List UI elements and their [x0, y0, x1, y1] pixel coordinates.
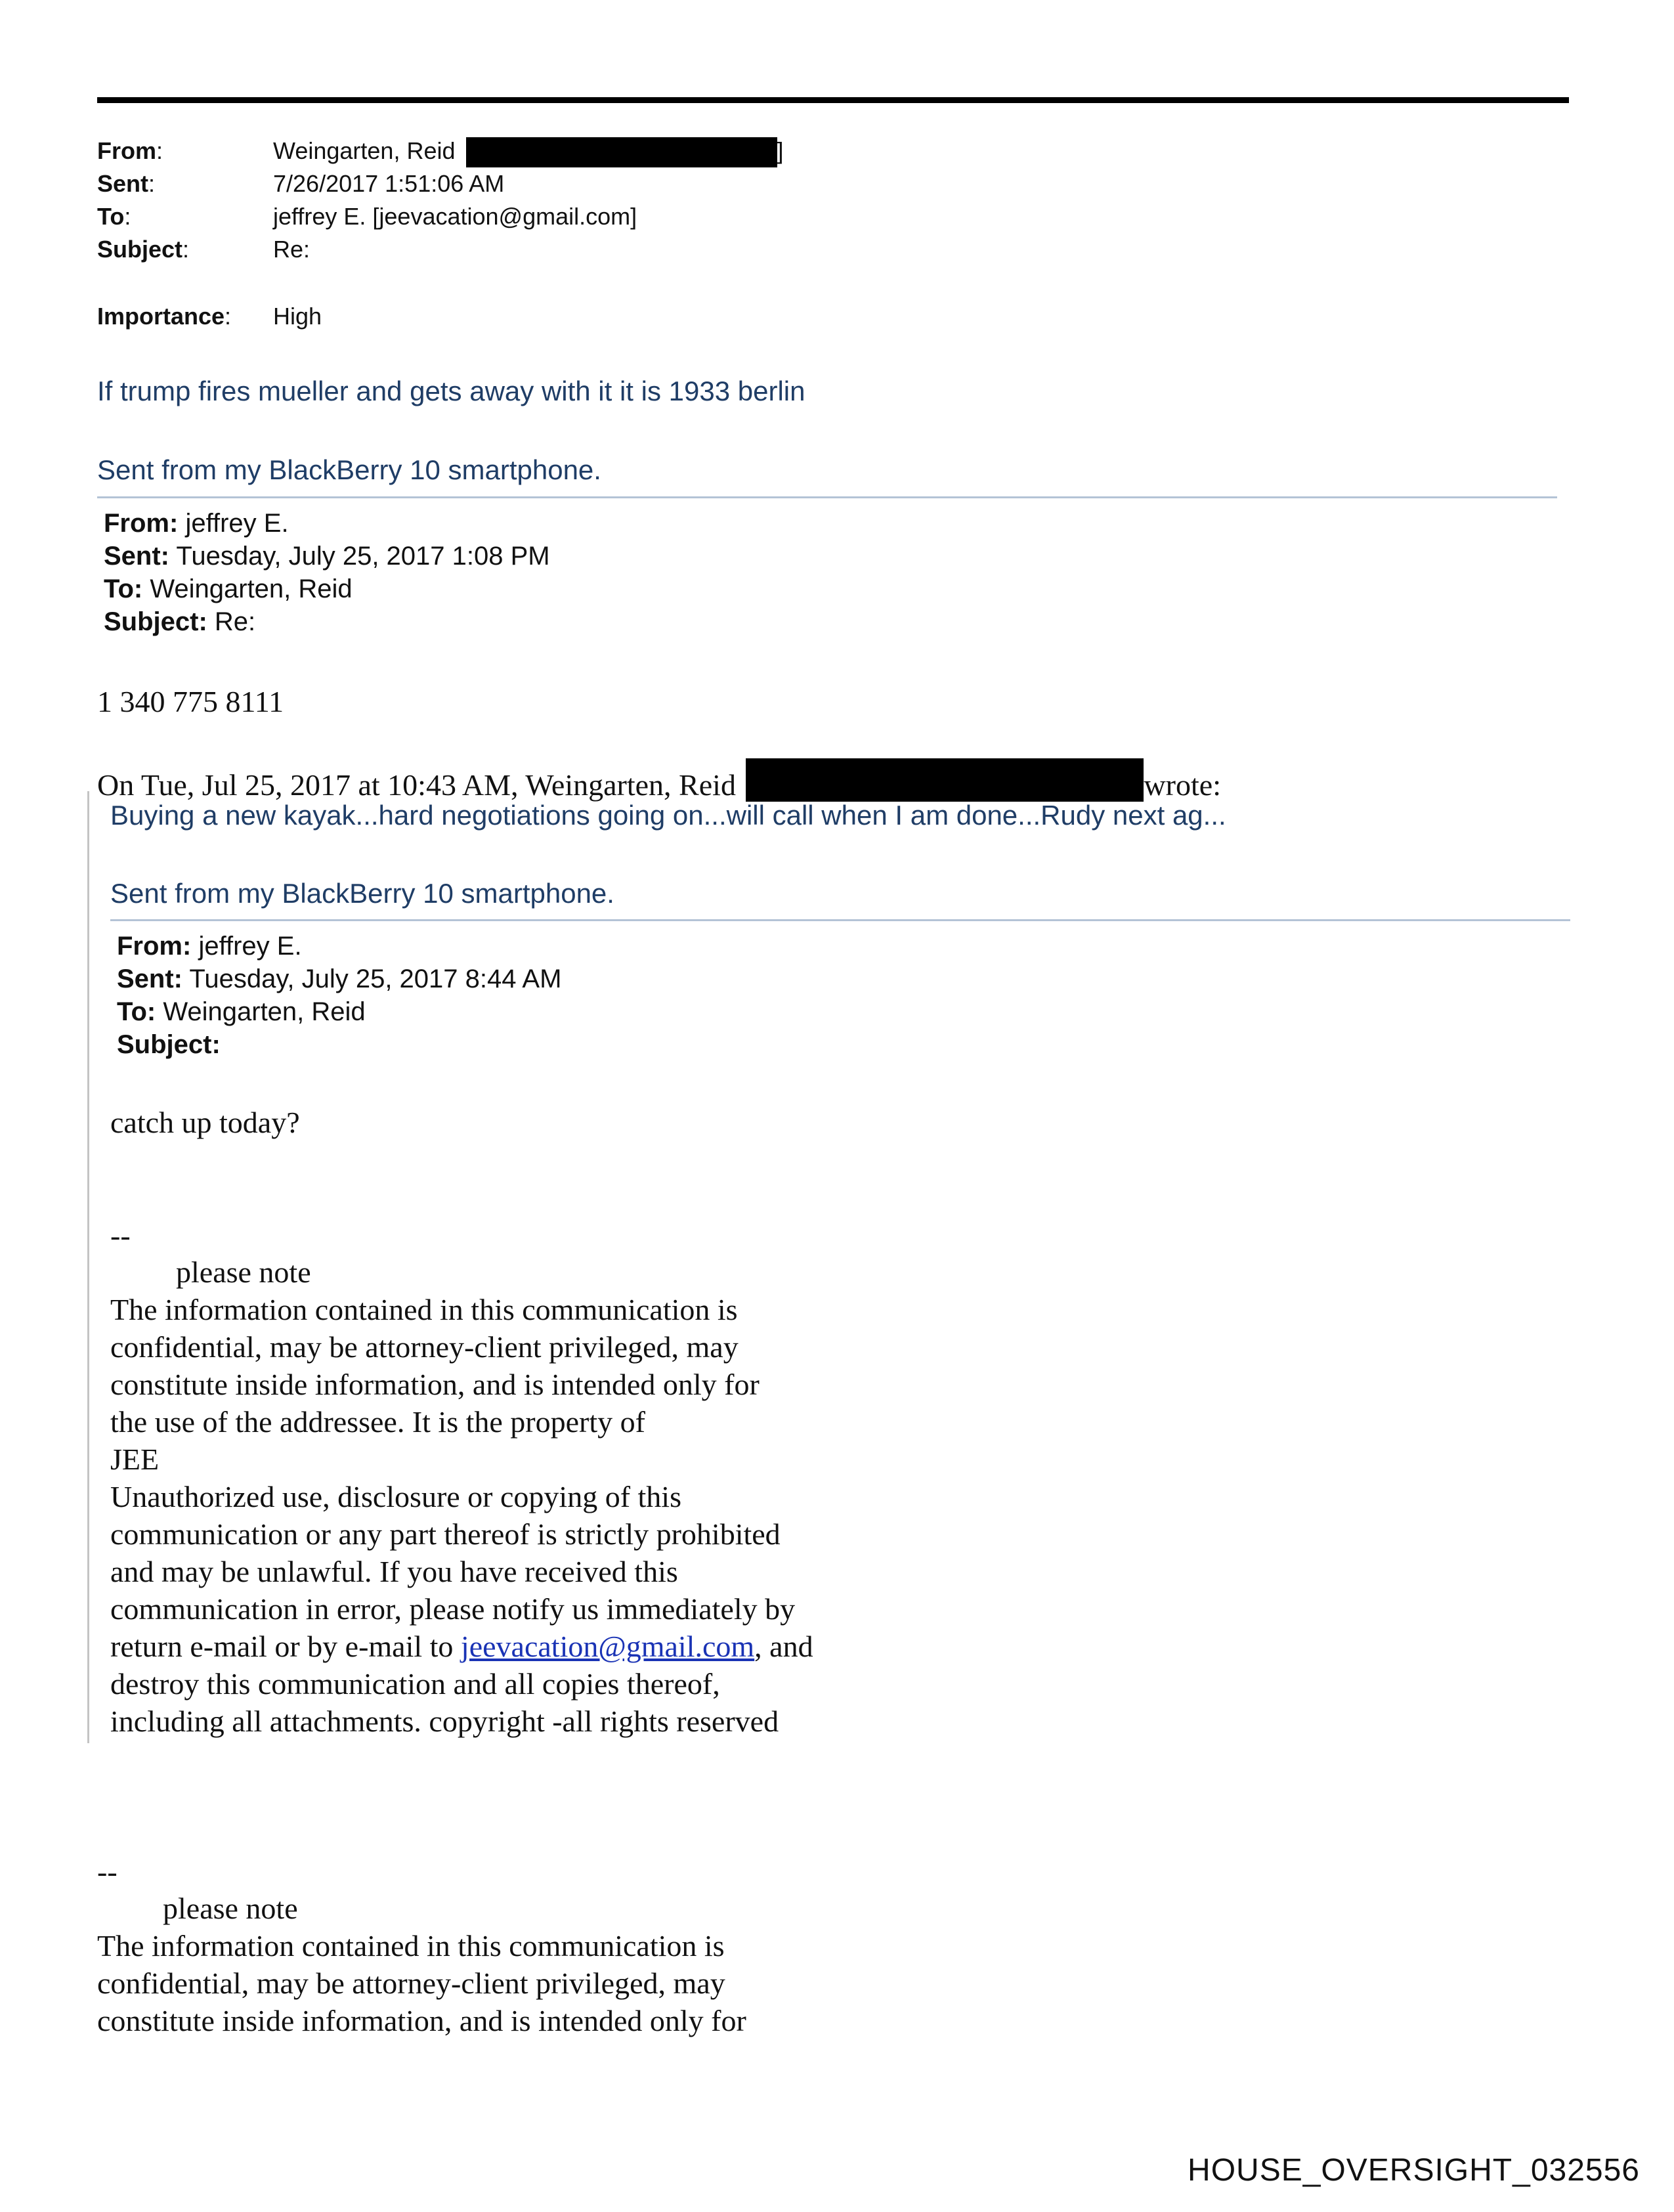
- quoted2-to: To: Weingarten, Reid: [117, 997, 366, 1026]
- from-value: Weingarten, Reid ]: [273, 135, 784, 167]
- quoted2-signature: Sent from my BlackBerry 10 smartphone.: [110, 878, 614, 909]
- disclaimer-line: The information contained in this communication is: [97, 1929, 725, 1963]
- email-link[interactable]: jeevacation@gmail.com: [460, 1630, 755, 1663]
- quoted2-sent: Sent: Tuesday, July 25, 2017 8:44 AM: [117, 965, 562, 993]
- separator-line: [110, 919, 1570, 921]
- disclaimer2-dash: --: [97, 1855, 118, 1888]
- quoted1-body: 1 340 775 8111: [97, 685, 284, 718]
- to-label: To:: [97, 203, 131, 230]
- from-label: From:: [97, 137, 163, 164]
- disclaimer-line: destroy this communication and all copies thereof,: [110, 1667, 720, 1701]
- disclaimer-line: confidential, may be attorney-client privileged, may: [110, 1330, 739, 1364]
- disclaimer-line: communication or any part thereof is strictly prohibited: [110, 1517, 781, 1551]
- quoted1-sent: Sent: Tuesday, July 25, 2017 1:08 PM: [104, 542, 550, 571]
- redaction-box: [746, 758, 1144, 802]
- disclaimer1-note: please note: [176, 1255, 311, 1289]
- disclaimer-line: confidential, may be attorney-client privileged, may: [97, 1966, 725, 2000]
- disclaimer-line: The information contained in this communication is: [110, 1293, 738, 1326]
- disclaimer-line: JEE: [110, 1442, 160, 1476]
- disclaimer-line: Unauthorized use, disclosure or copying of this: [110, 1480, 681, 1513]
- quoted1-wrote-line: On Tue, Jul 25, 2017 at 10:43 AM, Weingarten, Reid wrote:: [97, 758, 1221, 804]
- disclaimer1-dash: --: [110, 1219, 131, 1252]
- bates-number: HOUSE_OVERSIGHT_032556: [1188, 2153, 1640, 2188]
- quoted1-from: From: jeffrey E.: [104, 509, 289, 538]
- disclaimer2-note: please note: [163, 1892, 298, 1925]
- reply-body: If trump fires mueller and gets away with it it is 1933 berlin: [97, 376, 805, 406]
- redaction-box: [466, 137, 777, 167]
- subject-value: Re:: [273, 236, 311, 263]
- quoted2-subject: Subject:: [117, 1030, 221, 1059]
- quoted2-body: Buying a new kayak...hard negotiations going on...will call when I am done...Rudy next ag...: [110, 800, 1226, 831]
- quote-bar: [87, 791, 89, 1743]
- disclaimer-line: including all attachments. copyright -all rights reserved: [110, 1704, 779, 1738]
- disclaimer2-text: [97, 1927, 746, 2039]
- quoted2-message: catch up today?: [110, 1106, 300, 1139]
- importance-label: Importance:: [97, 303, 232, 330]
- disclaimer-line: constitute inside information, and is intended only for: [110, 1368, 760, 1401]
- sent-value: 7/26/2017 1:51:06 AM: [273, 170, 505, 197]
- importance-value: High: [273, 303, 322, 330]
- reply-signature: Sent from my BlackBerry 10 smartphone.: [97, 454, 601, 485]
- disclaimer-line: and may be unlawful. If you have received this: [110, 1555, 678, 1588]
- to-value: jeffrey E. [jeevacation@gmail.com]: [273, 203, 637, 230]
- disclaimer-line: constitute inside information, and is intended only for: [97, 2004, 746, 2037]
- subject-label: Subject:: [97, 236, 190, 263]
- quoted1-to: To: Weingarten, Reid: [104, 575, 353, 603]
- disclaimer-return-line: return e-mail or by e-mail to jeevacation@gmail.com, and: [110, 1630, 813, 1663]
- disclaimer-line: communication in error, please notify us immediately by: [110, 1592, 796, 1626]
- top-rule: [97, 97, 1569, 103]
- sent-label: Sent:: [97, 170, 156, 197]
- quoted1-subject: Subject: Re:: [104, 607, 256, 636]
- separator-line: [97, 496, 1557, 498]
- quoted2-from: From: jeffrey E.: [117, 932, 302, 961]
- disclaimer1-text: [110, 1291, 813, 1740]
- disclaimer-line: the use of the addressee. It is the property of: [110, 1405, 645, 1439]
